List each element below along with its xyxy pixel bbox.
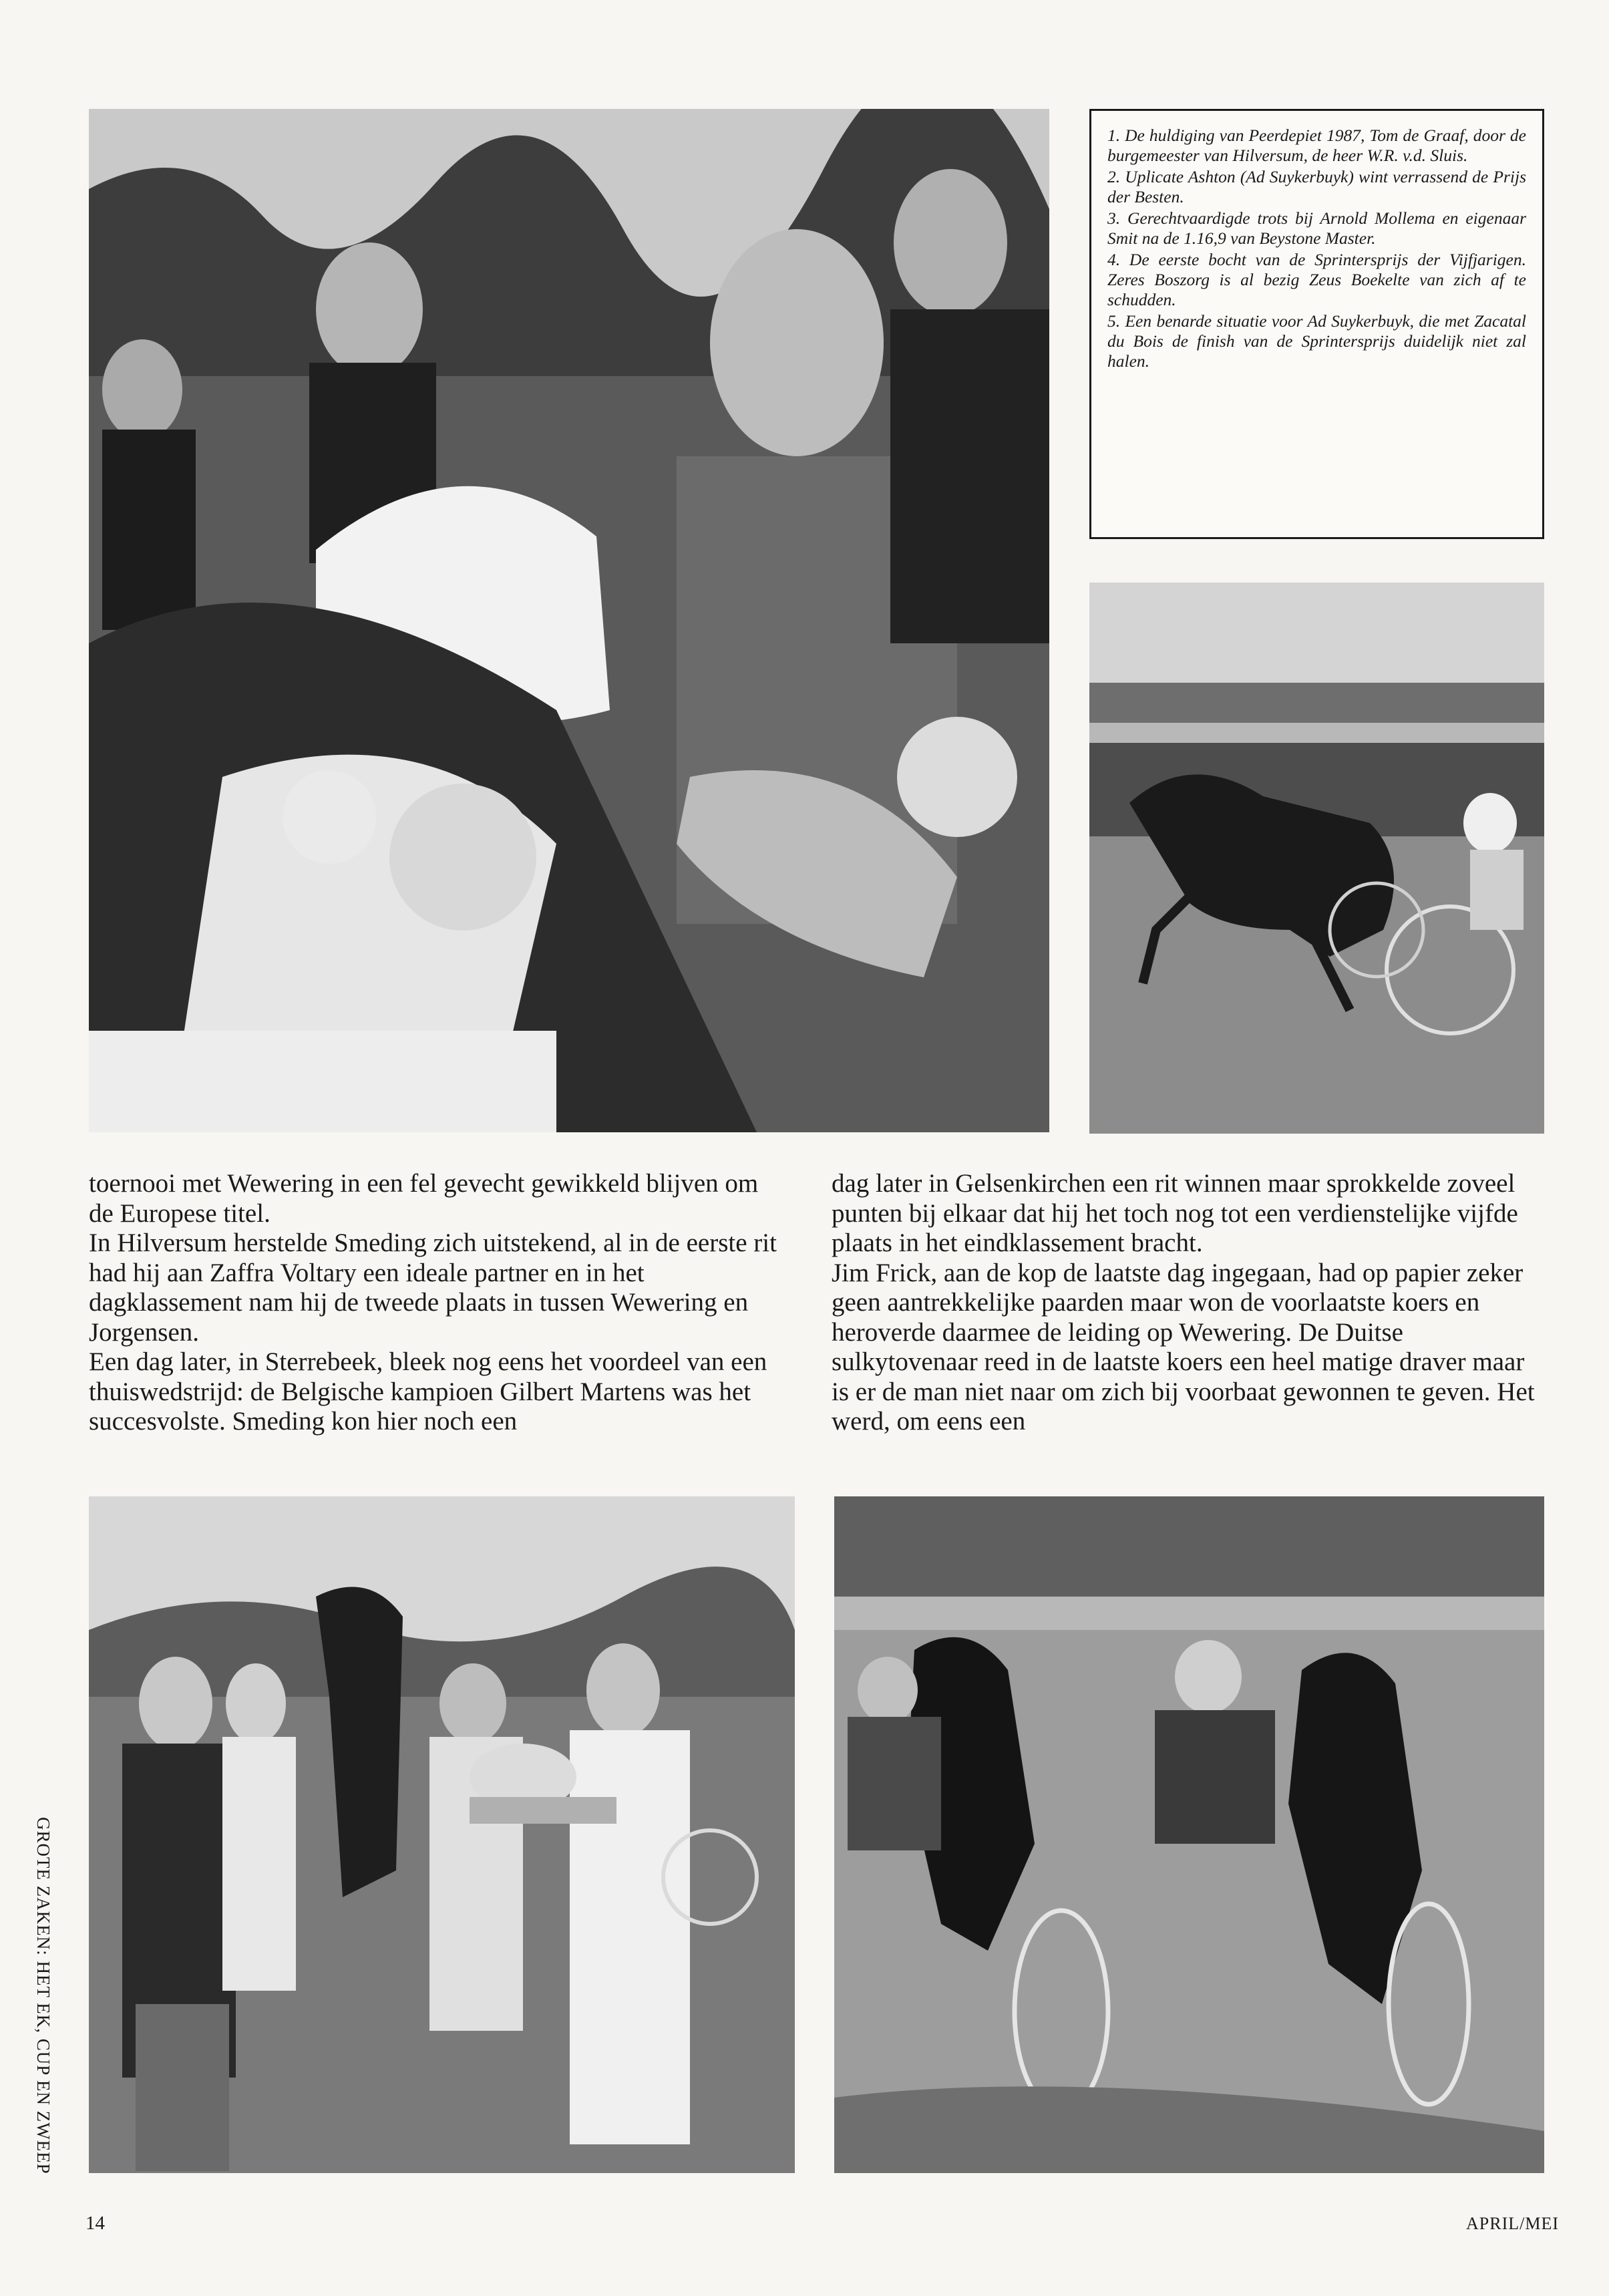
photo-captions [1089, 109, 1544, 539]
article-paragraph: toernooi met Wewering in een fel gevecht gewikkeld blijven om de Europese titel. [89, 1169, 759, 1228]
article-paragraph: dag later in Gelsenkirchen een rit winnen maar sprokkelde zoveel punten bij elkaar dat hij het toch nog tot een verdienstelijke vijfde plaats in het eindklassement bracht. [832, 1169, 1518, 1257]
caption-5: 5. Een benarde situatie voor Ad Suykerbuyk, die met Zacatal du Bois de finish van de Sprintersprijs duidelijk niet zal halen. [1107, 311, 1526, 371]
issue-label: APRIL/MEI [1466, 2214, 1559, 2233]
article-paragraph: Jim Frick, aan de kop de laatste dag ingegaan, had op papier zeker geen aantrekkelijke paarden maar won de voorlaatste koers en heroverde daarmee de leiding op Wewering. De Duitse sulkytovenaar reed in de laatste koers een heel matige draver maar is er de man niet naar om zich bij voorbaat gewonnen te geven. Het werd, om eens een [832, 1258, 1535, 1436]
article-column-left [89, 1169, 783, 1437]
photo-race-winner-image [1089, 583, 1544, 1134]
caption-1: 1. De huldiging van Peerdepiet 1987, Tom de Graaf, door de burgemeester van Hilversum, de heer W.R. v.d. Sluis. [1107, 126, 1526, 165]
page-number: 14 [85, 2212, 105, 2234]
section-side-label-text: GROTE ZAKEN: HET EK, CUP EN ZWEEP [33, 1817, 53, 2174]
photo-trophy-presentation-image [89, 1496, 795, 2173]
caption-2: 2. Uplicate Ashton (Ad Suykerbuyk) wint verrassend de Prijs der Besten. [1107, 167, 1526, 206]
article-paragraph: Een dag later, in Sterrebeek, bleek nog eens het voordeel van een thuiswedstrijd: de Belgische kampioen Gilbert Martens was het succesvolste. Smeding kon hier noch een [89, 1347, 767, 1436]
caption-3: 3. Gerechtvaardigde trots bij Arnold Mollema en eigenaar Smit na de 1.16,9 van Beystone Master. [1107, 208, 1526, 248]
photo-trophy-presentation [89, 1496, 795, 2173]
photo-race-winner [1089, 583, 1544, 1134]
article-column-right [832, 1169, 1545, 1437]
photo-sprint-race-image [834, 1496, 1544, 2173]
section-side-label [33, 1817, 60, 2178]
photo-sprint-race [834, 1496, 1544, 2173]
article-paragraph: In Hilversum herstelde Smeding zich uitstekend, al in de eerste rit had hij aan Zaffra Voltary een ideale partner en in het dagklassement nam hij de tweede plaats in tussen Wewering en Jorgensen. [89, 1228, 777, 1347]
photo-ceremony-image [89, 109, 1049, 1132]
caption-4: 4. De eerste bocht van de Sprintersprijs der Vijfjarigen. Zeres Boszorg is al bezig Zeus Boekelte van zich af te schudden. [1107, 250, 1526, 309]
photo-ceremony [89, 109, 1049, 1132]
